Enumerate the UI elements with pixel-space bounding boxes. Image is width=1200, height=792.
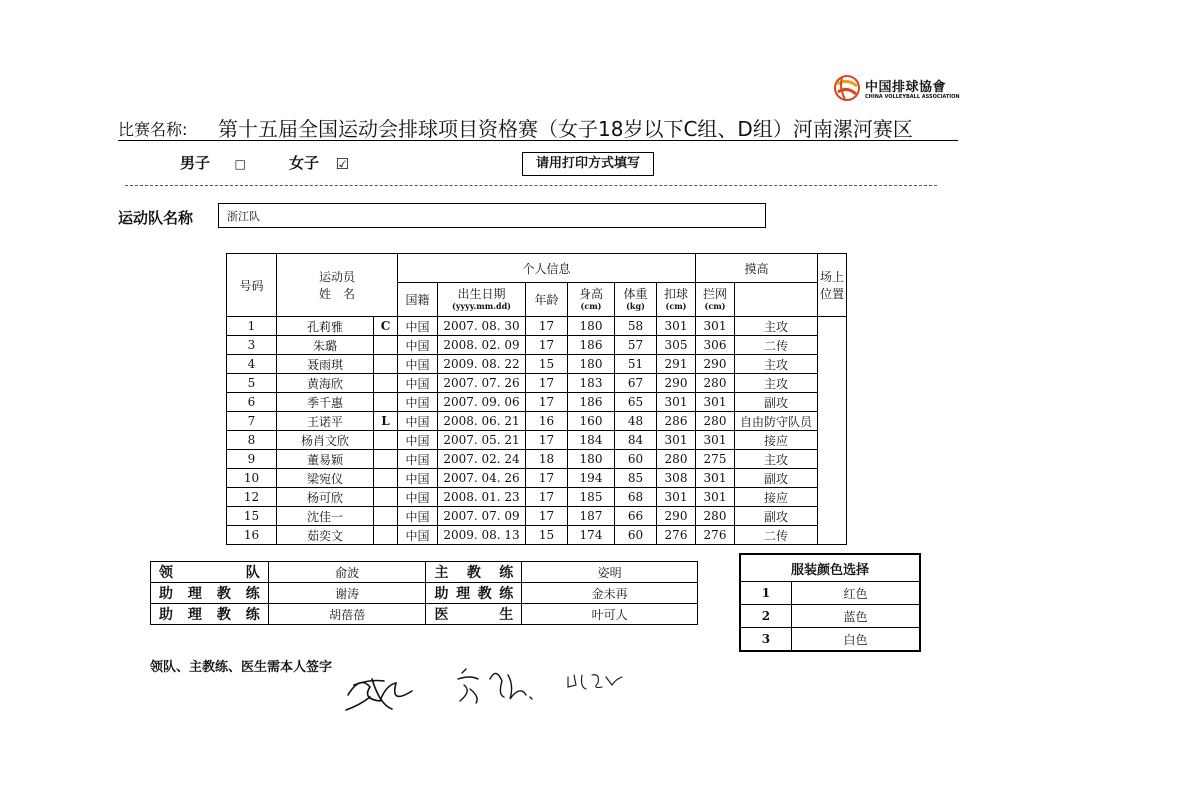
header-personal-info: 个人信息 bbox=[398, 254, 696, 283]
player-name-cell: 董易颖 bbox=[277, 450, 374, 469]
player-age-cell: 16 bbox=[526, 412, 568, 431]
volleyball-logo-icon bbox=[833, 74, 861, 102]
player-block-cell: 301 bbox=[696, 469, 735, 488]
player-dob-cell: 2008. 01. 23 bbox=[438, 488, 526, 507]
staff-row bbox=[151, 583, 698, 604]
player-block-cell: 280 bbox=[696, 507, 735, 526]
staff-body bbox=[151, 562, 698, 625]
header-height bbox=[568, 283, 615, 317]
header-weight bbox=[615, 283, 657, 317]
player-spike-cell: 286 bbox=[657, 412, 696, 431]
table-row bbox=[227, 374, 847, 393]
player-role-cell: C bbox=[374, 317, 398, 336]
player-weight-cell: 84 bbox=[615, 431, 657, 450]
header-position bbox=[818, 254, 847, 317]
staff-value-a-cell: 俞波 bbox=[268, 562, 426, 583]
player-pos-cell: 自由防守队员 bbox=[735, 412, 818, 431]
uniform-color-name: 白色 bbox=[791, 628, 920, 652]
player-height-cell: 183 bbox=[568, 374, 615, 393]
player-nat-cell: 中国 bbox=[398, 393, 438, 412]
player-no-cell: 4 bbox=[227, 355, 277, 374]
header-birth-date bbox=[438, 283, 526, 317]
player-nat-cell: 中国 bbox=[398, 450, 438, 469]
player-role-cell bbox=[374, 355, 398, 374]
staff-label-b-cell: 医生 bbox=[426, 604, 522, 625]
player-weight-cell: 60 bbox=[615, 526, 657, 545]
player-age-cell: 17 bbox=[526, 393, 568, 412]
staff-label-a-cell: 助理教练 bbox=[151, 583, 269, 604]
player-block-cell: 290 bbox=[696, 355, 735, 374]
title-underline bbox=[118, 140, 958, 141]
player-name-cell: 杨肖文欣 bbox=[277, 431, 374, 450]
player-dob-cell: 2008. 02. 09 bbox=[438, 336, 526, 355]
staff-value-a-cell: 胡蓓蓓 bbox=[268, 604, 426, 625]
player-dob-cell: 2007. 05. 21 bbox=[438, 431, 526, 450]
player-block-cell: 280 bbox=[696, 374, 735, 393]
player-pos-cell: 接应 bbox=[735, 431, 818, 450]
player-pos-cell: 二传 bbox=[735, 526, 818, 545]
uniform-color-number: 2 bbox=[740, 605, 791, 628]
player-name-cell: 聂雨琪 bbox=[277, 355, 374, 374]
table-row bbox=[227, 412, 847, 431]
logo-english-text: CHINA VOLLEYBALL ASSOCIATION bbox=[865, 94, 960, 100]
table-row bbox=[227, 526, 847, 545]
gender-female-checkbox[interactable]: ☑ bbox=[335, 154, 349, 173]
staff-value-b-cell: 金未再 bbox=[522, 583, 698, 604]
logo-chinese-text: 中国排球協會 bbox=[865, 80, 947, 95]
uniform-color-number: 1 bbox=[740, 582, 791, 605]
player-no-cell: 5 bbox=[227, 374, 277, 393]
player-age-cell: 18 bbox=[526, 450, 568, 469]
uniform-color-row bbox=[740, 628, 920, 652]
player-no-cell: 15 bbox=[227, 507, 277, 526]
player-role-cell bbox=[374, 393, 398, 412]
player-spike-cell: 280 bbox=[657, 450, 696, 469]
player-weight-cell: 51 bbox=[615, 355, 657, 374]
header-athlete-line2: 姓 名 bbox=[318, 287, 355, 301]
team-name-value: 浙江队 bbox=[227, 210, 260, 223]
table-row bbox=[227, 336, 847, 355]
player-no-cell: 3 bbox=[227, 336, 277, 355]
player-name-cell: 杨可欣 bbox=[277, 488, 374, 507]
player-nat-cell: 中国 bbox=[398, 488, 438, 507]
uniform-color-row bbox=[740, 582, 920, 605]
player-height-cell: 186 bbox=[568, 393, 615, 412]
header-block bbox=[696, 283, 735, 317]
header-position-line2: 位置 bbox=[819, 287, 844, 301]
player-spike-cell: 301 bbox=[657, 431, 696, 450]
staff-table bbox=[150, 561, 698, 625]
player-dob-cell: 2009. 08. 22 bbox=[438, 355, 526, 374]
player-age-cell: 17 bbox=[526, 507, 568, 526]
player-spike-cell: 305 bbox=[657, 336, 696, 355]
player-weight-cell: 48 bbox=[615, 412, 657, 431]
team-name-field[interactable] bbox=[218, 203, 766, 228]
player-weight-cell: 85 bbox=[615, 469, 657, 488]
player-nat-cell: 中国 bbox=[398, 317, 438, 336]
signature-doctor bbox=[568, 675, 622, 689]
player-pos-cell: 接应 bbox=[735, 488, 818, 507]
player-spike-cell: 301 bbox=[657, 488, 696, 507]
player-weight-cell: 65 bbox=[615, 393, 657, 412]
player-spike-cell: 290 bbox=[657, 374, 696, 393]
player-role-cell bbox=[374, 526, 398, 545]
player-pos-cell: 副攻 bbox=[735, 393, 818, 412]
player-pos-cell: 副攻 bbox=[735, 469, 818, 488]
handwritten-signatures bbox=[340, 655, 660, 715]
player-age-cell: 17 bbox=[526, 336, 568, 355]
signature-instruction: 领队、主教练、医生需本人签字 bbox=[150, 660, 333, 675]
player-name-cell: 朱璐 bbox=[277, 336, 374, 355]
header-birth-date-format: (yyyy.mm.dd) bbox=[452, 300, 511, 311]
staff-label-b-cell: 主教练 bbox=[426, 562, 522, 583]
player-pos-cell: 主攻 bbox=[735, 317, 818, 336]
staff-value-b-cell: 姿明 bbox=[522, 562, 698, 583]
player-height-cell: 180 bbox=[568, 317, 615, 336]
gender-female-label: 女子 bbox=[289, 154, 320, 172]
header-age: 年龄 bbox=[526, 283, 568, 317]
player-spike-cell: 308 bbox=[657, 469, 696, 488]
player-no-cell: 16 bbox=[227, 526, 277, 545]
signature-team-leader bbox=[346, 679, 412, 710]
player-spike-cell: 301 bbox=[657, 317, 696, 336]
player-no-cell: 6 bbox=[227, 393, 277, 412]
gender-male-checkbox[interactable]: □ bbox=[234, 156, 246, 171]
player-height-cell: 186 bbox=[568, 336, 615, 355]
header-height-label: 身高 bbox=[578, 286, 603, 301]
player-nat-cell: 中国 bbox=[398, 507, 438, 526]
player-no-cell: 1 bbox=[227, 317, 277, 336]
player-height-cell: 180 bbox=[568, 355, 615, 374]
table-row bbox=[227, 488, 847, 507]
player-pos-cell: 副攻 bbox=[735, 507, 818, 526]
player-nat-cell: 中国 bbox=[398, 526, 438, 545]
player-no-cell: 9 bbox=[227, 450, 277, 469]
player-age-cell: 17 bbox=[526, 431, 568, 450]
header-weight-unit: (kg) bbox=[626, 300, 645, 311]
player-weight-cell: 60 bbox=[615, 450, 657, 469]
player-weight-cell: 57 bbox=[615, 336, 657, 355]
uniform-color-name: 红色 bbox=[791, 582, 920, 605]
table-row bbox=[227, 355, 847, 374]
header-spike-unit: (cm) bbox=[665, 300, 687, 311]
player-name-cell: 梁宛仪 bbox=[277, 469, 374, 488]
staff-value-b-cell: 叶可人 bbox=[522, 604, 698, 625]
player-block-cell: 276 bbox=[696, 526, 735, 545]
header-position-line1: 场上 bbox=[819, 270, 844, 284]
staff-row bbox=[151, 562, 698, 583]
staff-value-a-cell: 谢涛 bbox=[268, 583, 426, 604]
player-spike-cell: 301 bbox=[657, 393, 696, 412]
player-role-cell: L bbox=[374, 412, 398, 431]
player-dob-cell: 2008. 06. 21 bbox=[438, 412, 526, 431]
player-block-cell: 301 bbox=[696, 488, 735, 507]
player-block-cell: 301 bbox=[696, 393, 735, 412]
uniform-color-row bbox=[740, 605, 920, 628]
player-no-cell: 10 bbox=[227, 469, 277, 488]
staff-label-a-cell: 领队 bbox=[151, 562, 269, 583]
player-no-cell: 8 bbox=[227, 431, 277, 450]
player-dob-cell: 2009. 08. 13 bbox=[438, 526, 526, 545]
player-spike-cell: 276 bbox=[657, 526, 696, 545]
player-pos-cell: 主攻 bbox=[735, 355, 818, 374]
player-height-cell: 187 bbox=[568, 507, 615, 526]
player-nat-cell: 中国 bbox=[398, 431, 438, 450]
player-weight-cell: 66 bbox=[615, 507, 657, 526]
header-nationality: 国籍 bbox=[398, 283, 438, 317]
gender-female[interactable] bbox=[289, 152, 349, 173]
player-name-cell: 王诺平 bbox=[277, 412, 374, 431]
competition-name: 第十五届全国运动会排球项目资格赛（女子18岁以下C组、D组）河南漯河赛区 bbox=[218, 117, 913, 141]
player-height-cell: 194 bbox=[568, 469, 615, 488]
table-row bbox=[227, 450, 847, 469]
header-birth-date-label: 出生日期 bbox=[457, 286, 506, 301]
player-age-cell: 17 bbox=[526, 374, 568, 393]
player-pos-cell: 二传 bbox=[735, 336, 818, 355]
header-touch-height: 摸高 bbox=[696, 254, 818, 283]
player-block-cell: 301 bbox=[696, 431, 735, 450]
player-name-cell: 沈佳一 bbox=[277, 507, 374, 526]
player-block-cell: 280 bbox=[696, 412, 735, 431]
player-dob-cell: 2007. 07. 26 bbox=[438, 374, 526, 393]
player-name-cell: 黄海欣 bbox=[277, 374, 374, 393]
player-role-cell bbox=[374, 488, 398, 507]
staff-label-a-cell: 助理教练 bbox=[151, 604, 269, 625]
header-number: 号码 bbox=[227, 254, 277, 317]
player-nat-cell: 中国 bbox=[398, 355, 438, 374]
association-logo bbox=[833, 74, 960, 104]
player-age-cell: 17 bbox=[526, 488, 568, 507]
player-block-cell: 275 bbox=[696, 450, 735, 469]
player-dob-cell: 2007. 08. 30 bbox=[438, 317, 526, 336]
player-dob-cell: 2007. 02. 24 bbox=[438, 450, 526, 469]
uniform-color-title: 服装颜色选择 bbox=[740, 554, 920, 582]
dashed-divider bbox=[125, 185, 937, 186]
header-spike bbox=[657, 283, 696, 317]
table-row bbox=[227, 469, 847, 488]
uniform-color-number: 3 bbox=[740, 628, 791, 652]
table-row bbox=[227, 317, 847, 336]
player-name-cell: 季千惠 bbox=[277, 393, 374, 412]
player-weight-cell: 68 bbox=[615, 488, 657, 507]
player-block-cell: 306 bbox=[696, 336, 735, 355]
uniform-color-name: 蓝色 bbox=[791, 605, 920, 628]
header-block-label: 拦网 bbox=[702, 286, 727, 301]
player-nat-cell: 中国 bbox=[398, 374, 438, 393]
header-weight-label: 体重 bbox=[623, 286, 648, 301]
player-role-cell bbox=[374, 336, 398, 355]
player-pos-cell: 主攻 bbox=[735, 374, 818, 393]
player-role-cell bbox=[374, 431, 398, 450]
team-name-label: 运动队名称 bbox=[118, 209, 194, 227]
player-block-cell: 301 bbox=[696, 317, 735, 336]
player-no-cell: 7 bbox=[227, 412, 277, 431]
player-spike-cell: 290 bbox=[657, 507, 696, 526]
header-spike-label: 扣球 bbox=[663, 286, 688, 301]
table-row bbox=[227, 507, 847, 526]
header-athlete-line1: 运动员 bbox=[318, 270, 355, 284]
player-height-cell: 185 bbox=[568, 488, 615, 507]
header-block-unit: (cm) bbox=[704, 300, 726, 311]
player-age-cell: 15 bbox=[526, 355, 568, 374]
table-row bbox=[227, 431, 847, 450]
roster-table bbox=[226, 253, 847, 545]
player-height-cell: 184 bbox=[568, 431, 615, 450]
competition-label: 比赛名称: bbox=[118, 120, 188, 139]
player-dob-cell: 2007. 07. 09 bbox=[438, 507, 526, 526]
player-spike-cell: 291 bbox=[657, 355, 696, 374]
player-pos-cell: 主攻 bbox=[735, 450, 818, 469]
gender-male[interactable] bbox=[180, 152, 246, 173]
player-role-cell bbox=[374, 450, 398, 469]
player-weight-cell: 67 bbox=[615, 374, 657, 393]
gender-male-label: 男子 bbox=[180, 154, 211, 172]
player-role-cell bbox=[374, 469, 398, 488]
uniform-color-body bbox=[740, 582, 920, 652]
signature-head-coach bbox=[458, 669, 532, 703]
player-age-cell: 17 bbox=[526, 469, 568, 488]
player-name-cell: 茹奕文 bbox=[277, 526, 374, 545]
player-height-cell: 160 bbox=[568, 412, 615, 431]
staff-label-b-cell: 助理教练 bbox=[426, 583, 522, 604]
roster-body bbox=[227, 317, 847, 545]
player-dob-cell: 2007. 04. 26 bbox=[438, 469, 526, 488]
player-role-cell bbox=[374, 374, 398, 393]
player-role-cell bbox=[374, 507, 398, 526]
player-age-cell: 17 bbox=[526, 317, 568, 336]
player-nat-cell: 中国 bbox=[398, 412, 438, 431]
header-height-unit: (cm) bbox=[580, 300, 602, 311]
print-instruction: 请用打印方式填写 bbox=[522, 152, 654, 176]
uniform-color-table bbox=[739, 553, 921, 652]
player-nat-cell: 中国 bbox=[398, 469, 438, 488]
player-name-cell: 孔莉雅 bbox=[277, 317, 374, 336]
staff-row bbox=[151, 604, 698, 625]
player-dob-cell: 2007. 09. 06 bbox=[438, 393, 526, 412]
player-age-cell: 15 bbox=[526, 526, 568, 545]
player-height-cell: 180 bbox=[568, 450, 615, 469]
player-height-cell: 174 bbox=[568, 526, 615, 545]
player-nat-cell: 中国 bbox=[398, 336, 438, 355]
player-no-cell: 12 bbox=[227, 488, 277, 507]
player-weight-cell: 58 bbox=[615, 317, 657, 336]
header-athlete bbox=[277, 254, 398, 317]
table-row bbox=[227, 393, 847, 412]
